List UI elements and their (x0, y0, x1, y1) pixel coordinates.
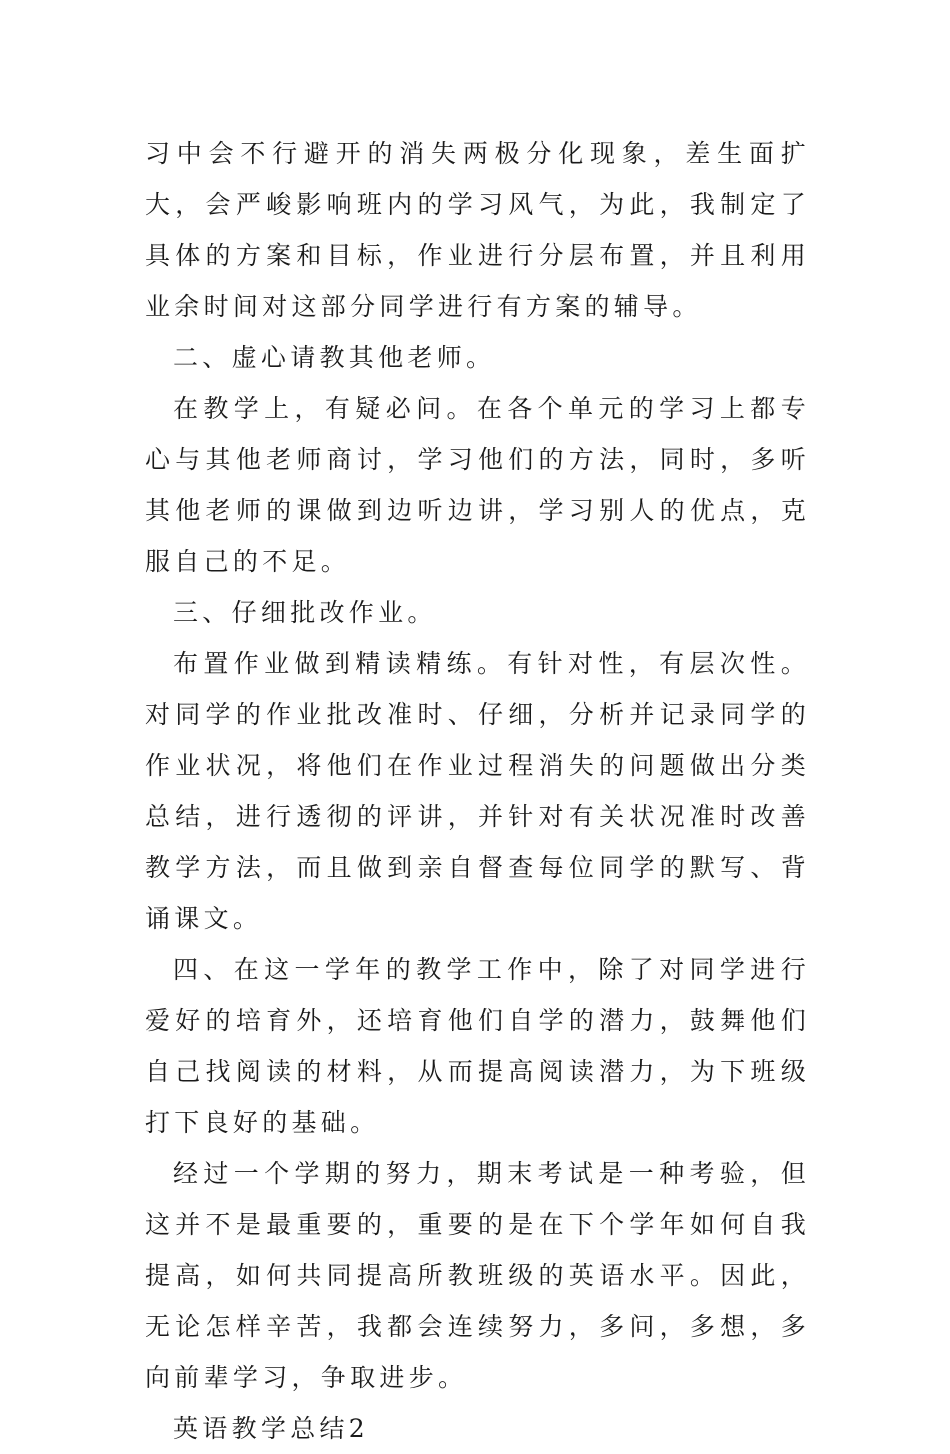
next-document-title: 英语教学总结2 (173, 1414, 370, 1443)
document-body (145, 128, 810, 1454)
paragraph-consult-teachers: 在教学上，有疑必问。在各个单元的学习上都专心与其他老师商讨，学习他们的方法，同时，多听其他老师的课做到边听边讲，学习别人的优点，克服自己的不足。 (145, 394, 810, 576)
section-heading-3: 三、仔细批改作业。 (173, 598, 437, 627)
section-heading-2: 二、虚心请教其他老师。 (173, 343, 496, 372)
paragraph-homework: 布置作业做到精读精练。有针对性，有层次性。对同学的作业批改准时、仔细，分析并记录同学的作业状况，将他们在作业过程消失的问题做出分类总结，进行透彻的评讲，并针对有关状况准时改善教学方法，而且做到亲自督查每位同学的默写、背诵课文。 (145, 649, 810, 933)
paragraph-conclusion: 经过一个学期的努力，期末考试是一种考验，但这并不是最重要的，重要的是在下个学年如何自我提高，如何共同提高所教班级的英语水平。因此，无论怎样辛苦，我都会连续努力，多问，多想，多向前辈学习，争取进步。 (145, 1159, 810, 1392)
paragraph-continued: 习中会不行避开的消失两极分化现象，差生面扩大，会严峻影响班内的学习风气，为此，我制定了具体的方案和目标，作业进行分层布置，并且利用业余时间对这部分同学进行有方案的辅导。 (145, 139, 810, 321)
paragraph-section-4: 四、在这一学年的教学工作中，除了对同学进行爱好的培育外，还培育他们自学的潜力，鼓舞他们自己找阅读的材料，从而提高阅读潜力，为下班级打下良好的基础。 (145, 955, 810, 1137)
